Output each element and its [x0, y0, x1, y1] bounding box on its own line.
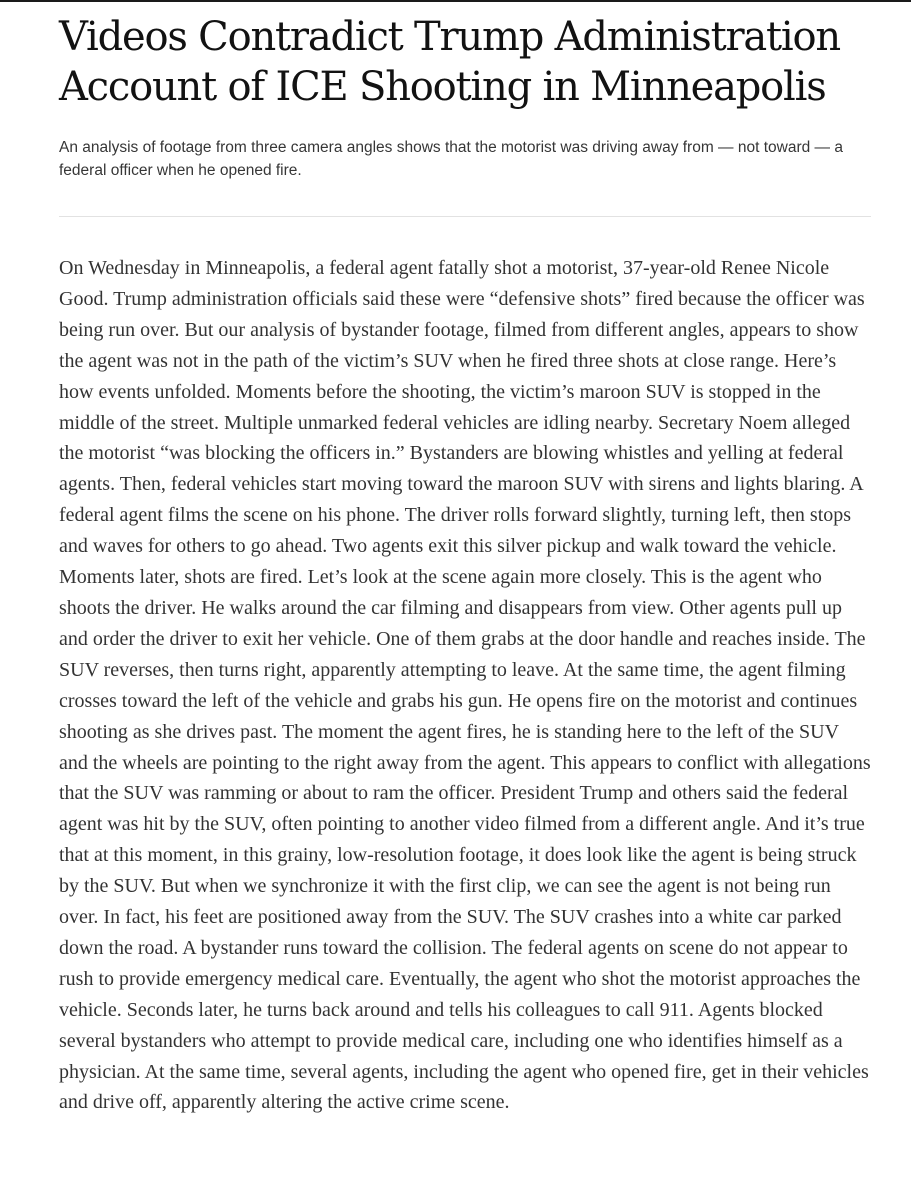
- divider: [59, 216, 871, 217]
- headline: Videos Contradict Trump Administration Account of ICE Shooting in Minneapolis: [59, 14, 840, 110]
- article-body: On Wednesday in Minneapolis, a federal agent fatally shot a motorist, 37-year-old Renee Nicole Good. Trump administration officials said these were “defensive shots” fired because the officer was being run over. But our analysis of bystander footage, filmed from different angles, appears to show the agent was not in the path of the victim’s SUV when he fired three shots at close range. Here’s how events unfolded. Moments before the shooting, the victim’s maroon SUV is stopped in the middle of the street. Multiple unmarked federal vehicles are idling nearby. Secretary Noem alleged the motorist “was blocking the officers in.” Bystanders are blowing whistles and yelling at federal agents. Then, federal vehicles start moving toward the maroon SUV with sirens and lights blaring. A federal agent films the scene on his phone. The driver rolls forward slightly, turning left, then stops and waves for others to go ahead. Two agents exit this silver pickup and walk toward the vehicle. Moments later, shots are fired. Let’s look at the scene again more closely. This is the agent who shoots the driver. He walks around the car filming and disappears from view. Other agents pull up and order the driver to exit her vehicle. One of them grabs at the door handle and reaches inside. The SUV reverses, then turns right, apparently attempting to leave. At the same time, the agent filming crosses toward the left of the vehicle and grabs his gun. He opens fire on the motorist and continues shooting as she drives past. The moment the agent fires, he is standing here to the left of the SUV and the wheels are pointing to the right away from the agent. This appears to conflict with allegations that the SUV was ramming or about to ram the officer. President Trump and others said the federal agent was hit by the SUV, often pointing to another video filmed from a different angle. And it’s true that at this moment, in this grainy, low-resolution footage, it does look like the agent is being struck by the SUV. But when we synchronize it with the first clip, we can see the agent is not being run over. In fact, his feet are positioned away from the SUV. The SUV crashes into a white car parked down the road. A bystander runs toward the collision. The federal agents on scene do not appear to rush to provide emergency medical care. Eventually, the agent who shot the motorist approaches the vehicle. Seconds later, he turns back around and tells his colleagues to call 911. Agents blocked several bystanders who attempt to provide medical care, including one who identifies himself as a physician. At the same time, several agents, including the agent who opened fire, get in their vehicles and drive off, apparently altering the active crime scene.: [59, 257, 871, 1114]
- summary: An analysis of footage from three camera angles shows that the motorist was driving away from — not toward — a federal officer when he opened fire.: [59, 139, 843, 179]
- article: [59, 0, 871, 1118]
